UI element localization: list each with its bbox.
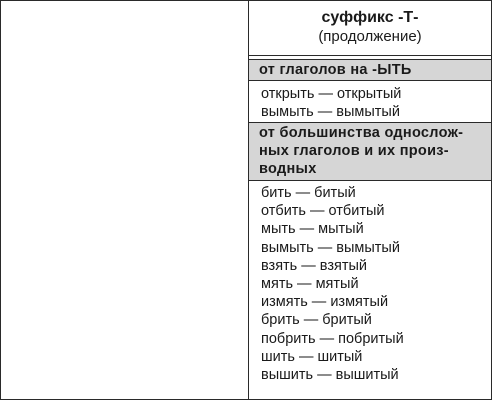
empty-left-column [1,1,249,399]
list-item: побрить — побритый [261,330,404,347]
section-heading-line: ных глаголов и их произ- [259,143,449,159]
suffix-column [249,1,491,399]
section-heading-line: водных [259,161,317,177]
section-heading-line: от глаголов на -ЫТЬ [259,62,412,78]
example-list [249,181,491,384]
section-heading [249,59,491,81]
section-heading-line: от большинства однослож- [259,125,464,141]
list-item: мять — мятый [261,276,359,293]
section-heading [249,122,491,181]
list-item: открыть — открытый [261,86,402,102]
list-item: шить — шитый [261,348,363,365]
list-item: вымыть — вымытый [261,104,400,121]
list-item: бить — битый [261,185,356,201]
column-header [249,1,491,56]
header-title: суффикс -Т- [321,9,419,26]
list-item: отбить — отбитый [261,203,385,220]
list-item: брить — бритый [261,312,372,329]
list-item: вышить — вышитый [261,367,399,384]
list-item: мыть — мытый [261,221,364,238]
list-item: взять — взятый [261,257,367,274]
list-item: измять — измятый [261,294,389,311]
example-list [249,81,491,122]
header-subtitle: (продолжение) [318,28,422,45]
list-item: вымыть — вымытый [261,239,400,256]
